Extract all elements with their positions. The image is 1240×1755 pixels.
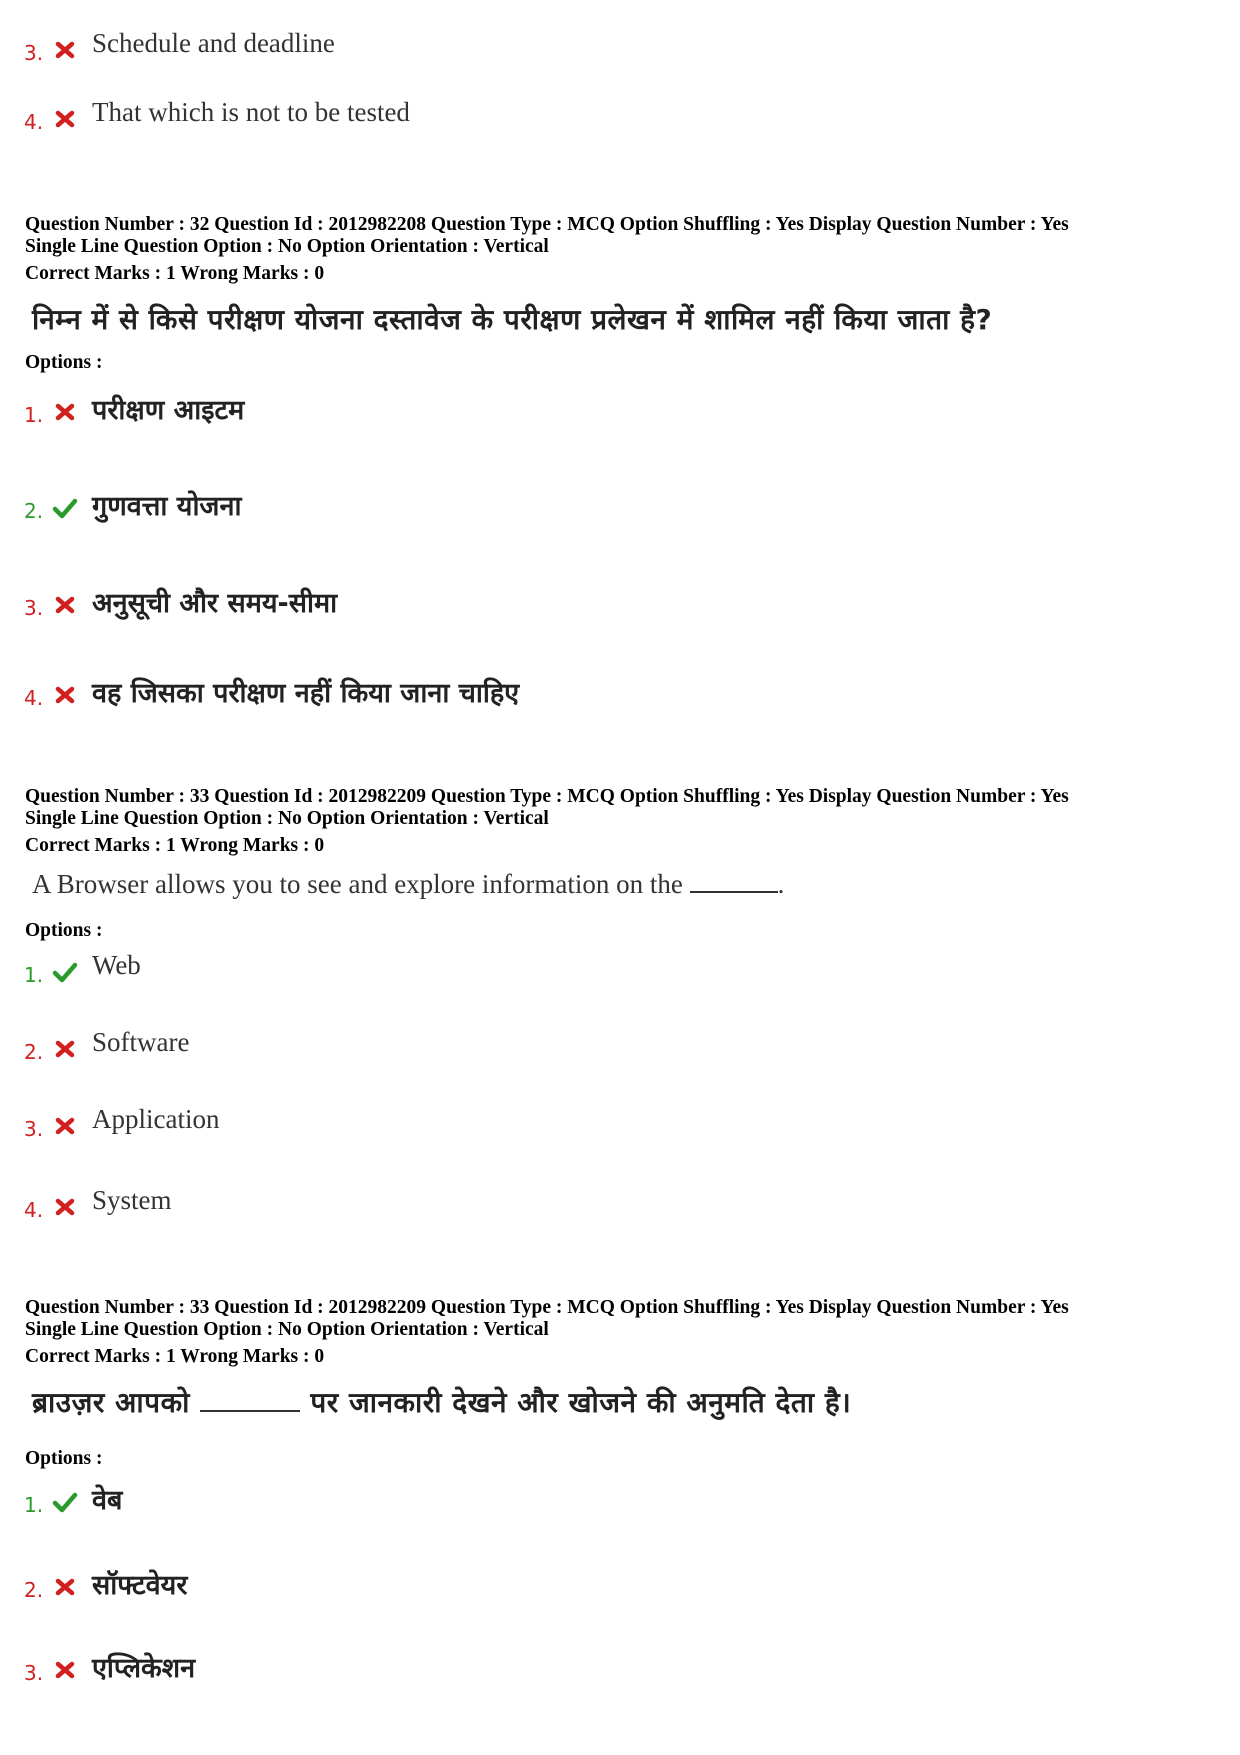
option-item [0,950,900,990]
option-text: अनुसूची और समय-सीमा [92,588,338,619]
question-meta-line: Single Line Question Option : No Option Orientation : Vertical [25,235,549,257]
option-text: Schedule and deadline [92,28,335,58]
option-item [0,1185,900,1225]
cross-icon [52,1658,78,1682]
answer-blank [200,1388,300,1412]
option-item [0,1027,900,1067]
option-text: परीक्षण आइटम [92,395,245,426]
cross-icon [52,1575,78,1599]
question-text: निम्न में से किसे परीक्षण योजना दस्तावेज के परीक्षण प्रलेखन में शामिल नहीं किया जाता है? [32,303,993,336]
cross-icon [52,683,78,707]
cross-icon [52,38,78,62]
option-number: 1. [24,1493,44,1517]
cross-icon [52,1114,78,1138]
question-meta [25,786,1220,857]
option-number: 2. [24,1578,44,1602]
marks-line: Correct Marks : 1 Wrong Marks : 0 [25,1346,325,1367]
check-icon [52,496,78,520]
question-text-after: पर जानकारी देखने और खोजने की अनुमति देता है। [300,1386,852,1419]
option-number: 4. [24,1198,44,1222]
question-text [32,869,784,900]
question-text [32,1383,851,1421]
answer-blank [690,869,778,893]
question-meta [25,1297,1220,1368]
option-item [0,1565,900,1605]
question-text-before: A Browser allows you to see and explore information on the [32,869,690,899]
option-text: एप्लिकेशन [92,1653,196,1684]
option-text: Software [92,1027,190,1057]
option-number: 2. [24,1040,44,1064]
option-number: 1. [24,403,44,427]
question-meta-line: Question Number : 33 Question Id : 2012982209 Question Type : MCQ Option Shuffling : Yes Display Question Number : Yes [25,1297,1069,1318]
option-item [0,390,900,430]
check-icon [52,1490,78,1514]
option-item [0,97,900,137]
marks-line: Correct Marks : 1 Wrong Marks : 0 [25,263,325,284]
option-item [0,1104,900,1144]
question-text-before: ब्राउज़र आपको [32,1386,201,1419]
option-number: 1. [24,963,44,987]
option-text: Application [92,1104,220,1134]
question-text-after: . [777,869,785,899]
options-label: Options : [25,920,103,941]
option-number: 4. [24,110,44,134]
cross-icon [52,107,78,131]
cross-icon [52,593,78,617]
option-text: वेब [92,1485,123,1516]
option-number: 3. [24,1117,44,1141]
option-text: सॉफ्टवेयर [92,1570,188,1601]
option-number: 3. [24,1661,44,1685]
question-meta-line: Single Line Question Option : No Option Orientation : Vertical [25,807,549,829]
option-item [0,28,900,68]
cross-icon [52,1037,78,1061]
option-text: वह जिसका परीक्षण नहीं किया जाना चाहिए [92,678,520,709]
option-number: 2. [24,499,44,523]
option-number: 4. [24,686,44,710]
option-text: Web [92,950,141,980]
option-item [0,1648,900,1688]
option-item [0,673,900,713]
check-icon [52,960,78,984]
cross-icon [52,1195,78,1219]
option-item [0,1480,900,1520]
options-label: Options : [25,1448,103,1469]
option-item [0,486,900,526]
option-text: That which is not to be tested [92,97,410,127]
question-meta-line: Single Line Question Option : No Option Orientation : Vertical [25,1318,549,1340]
question-meta [25,214,1220,285]
question-meta-line: Question Number : 33 Question Id : 2012982209 Question Type : MCQ Option Shuffling : Yes Display Question Number : Yes [25,786,1069,807]
option-text: System [92,1185,172,1215]
cross-icon [52,400,78,424]
marks-line: Correct Marks : 1 Wrong Marks : 0 [25,835,325,856]
options-label: Options : [25,352,103,373]
option-number: 3. [24,41,44,65]
option-item [0,583,900,623]
question-meta-line: Question Number : 32 Question Id : 2012982208 Question Type : MCQ Option Shuffling : Yes Display Question Number : Yes [25,214,1069,235]
option-text: गुणवत्ता योजना [92,491,242,522]
option-number: 3. [24,596,44,620]
